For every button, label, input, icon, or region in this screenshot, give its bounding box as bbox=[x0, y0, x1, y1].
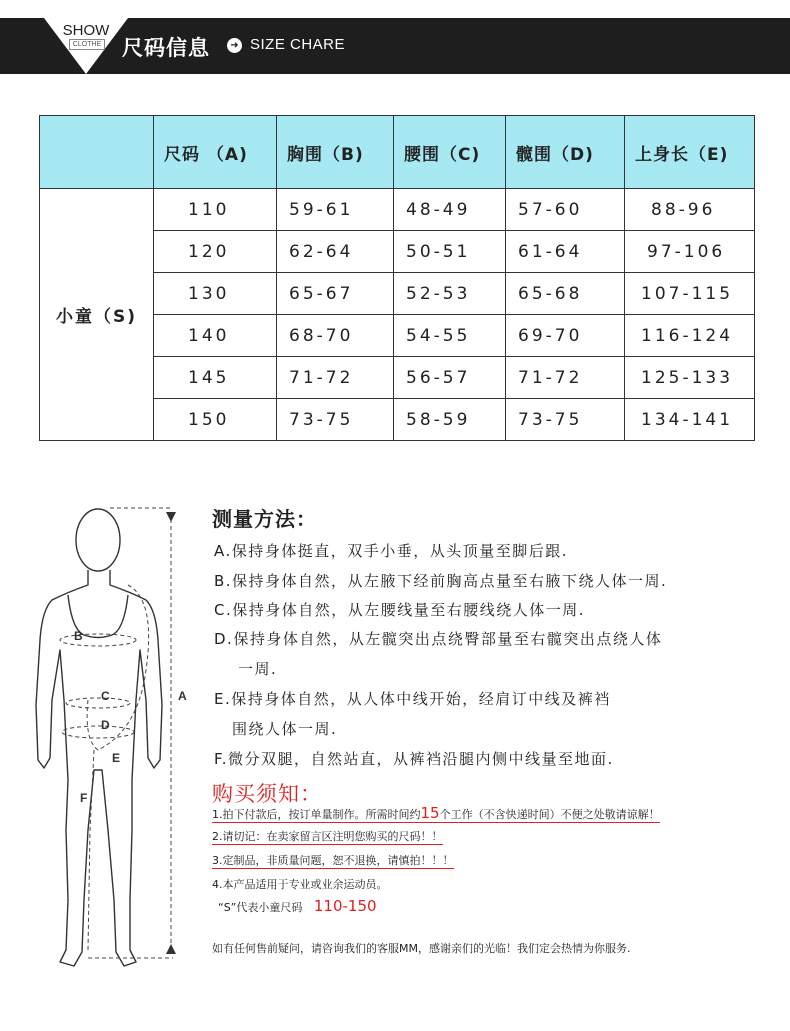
table-cell: 61-64 bbox=[506, 231, 625, 273]
section-title: 尺码信息 bbox=[122, 36, 210, 60]
table-cell: 59-61 bbox=[277, 189, 394, 231]
label-d: D bbox=[101, 718, 110, 732]
method-line-e-cont: 围绕人体一周. bbox=[232, 720, 338, 738]
table-cell: 145 bbox=[154, 357, 277, 399]
table-cell: 71-72 bbox=[506, 357, 625, 399]
method-line-e: E.保持身体自然，从人体中线开始，经肩订中线及裤裆 bbox=[214, 690, 611, 708]
table-cell: 107-115 bbox=[625, 273, 755, 315]
notice-2-text: 2.请切记：在卖家留言区注明您购买的尺码！！ bbox=[212, 830, 443, 843]
table-cell: 57-60 bbox=[506, 189, 625, 231]
section-subtitle: SIZE CHARE bbox=[250, 36, 346, 53]
table-cell: 110 bbox=[154, 189, 277, 231]
notice-3-text: 3.定制品，非质量问题，恕不退换，请慎拍！！！ bbox=[212, 854, 454, 867]
table-header-cell: 髋围（D) bbox=[506, 116, 625, 189]
table-cell: 97-106 bbox=[625, 231, 755, 273]
notice-1-text-b: 个工作（不含快递时间）不便之处敬请谅解！ bbox=[439, 808, 660, 821]
table-cell: 88-96 bbox=[625, 189, 755, 231]
method-line-b: B.保持身体自然，从左腋下经前胸高点量至右腋下绕人体一周. bbox=[214, 572, 668, 590]
body-measurement-figure bbox=[28, 500, 208, 990]
table-header-row bbox=[40, 116, 755, 189]
table-cell: 56-57 bbox=[394, 357, 506, 399]
label-e: E bbox=[112, 751, 121, 765]
table-cell: 48-49 bbox=[394, 189, 506, 231]
circle-arrow-right-icon: ➜ bbox=[227, 38, 242, 53]
table-row bbox=[40, 189, 755, 231]
notice-1-number: 15 bbox=[420, 804, 440, 822]
method-line-d-cont: 一周. bbox=[238, 660, 278, 678]
method-line-d: D.保持身体自然，从左髋突出点绕臀部量至右髋突出点绕人体 bbox=[214, 630, 663, 648]
height-arrow-top-icon bbox=[166, 512, 176, 522]
table-header-cell: 腰围（C) bbox=[394, 116, 506, 189]
size-group-label: 小童（S) bbox=[40, 189, 154, 441]
table-cell: 62-64 bbox=[277, 231, 394, 273]
table-cell: 69-70 bbox=[506, 315, 625, 357]
hip-measure-line bbox=[62, 726, 134, 738]
notice-item-2 bbox=[212, 828, 443, 844]
table-cell: 140 bbox=[154, 315, 277, 357]
table-header-cell: 尺码 （A) bbox=[154, 116, 277, 189]
table-cell: 134-141 bbox=[625, 399, 755, 441]
label-f: F bbox=[80, 791, 88, 805]
table-header-empty bbox=[40, 116, 154, 189]
logo-clothe-text: CLOTHE bbox=[69, 39, 105, 50]
label-a: A bbox=[178, 689, 187, 703]
table-header-cell: 胸围（B) bbox=[277, 116, 394, 189]
method-title: 测量方法： bbox=[212, 507, 317, 531]
table-cell: 50-51 bbox=[394, 231, 506, 273]
figure-outline bbox=[36, 570, 162, 966]
logo-show-text: SHOW bbox=[62, 22, 110, 39]
waist-measure-line bbox=[66, 698, 130, 708]
table-cell: 116-124 bbox=[625, 315, 755, 357]
notice-item-4: 4.本产品适用于专业或业余运动员。 bbox=[212, 878, 388, 891]
method-line-a: A.保持身体挺直，双手小垂，从头顶量至脚后跟. bbox=[214, 542, 569, 560]
table-cell: 73-75 bbox=[277, 399, 394, 441]
table-cell: 130 bbox=[154, 273, 277, 315]
body-length-measure-line bbox=[87, 585, 149, 750]
notice-item-3 bbox=[212, 852, 454, 868]
figure-head bbox=[76, 509, 120, 571]
table-cell: 54-55 bbox=[394, 315, 506, 357]
label-c: C bbox=[101, 689, 110, 703]
table-cell: 58-59 bbox=[394, 399, 506, 441]
notice-5-range: 110-150 bbox=[313, 897, 377, 915]
label-b: B bbox=[74, 629, 83, 643]
notice-title: 购买须知： bbox=[212, 782, 322, 806]
table-cell: 71-72 bbox=[277, 357, 394, 399]
table-cell: 52-53 bbox=[394, 273, 506, 315]
header-bar bbox=[0, 18, 790, 74]
table-cell: 150 bbox=[154, 399, 277, 441]
method-line-c: C.保持身体自然，从左腰线量至右腰线绕人体一周. bbox=[214, 601, 586, 619]
notice-item-5 bbox=[218, 897, 377, 915]
table-cell: 65-67 bbox=[277, 273, 394, 315]
table-cell: 125-133 bbox=[625, 357, 755, 399]
height-arrow-bottom-icon bbox=[166, 944, 176, 954]
notice-item-1 bbox=[212, 804, 660, 822]
size-table bbox=[39, 115, 755, 441]
table-cell: 73-75 bbox=[506, 399, 625, 441]
notice-1-text-a: 1.拍下付款后，按订单量制作。所需时间约 bbox=[212, 808, 421, 821]
footer-text: 如有任何售前疑问，请咨询我们的客服MM，感谢亲们的光临！我们定会热情为你服务. bbox=[212, 942, 631, 955]
table-cell: 120 bbox=[154, 231, 277, 273]
chest-measure-line bbox=[60, 634, 136, 646]
table-cell: 68-70 bbox=[277, 315, 394, 357]
notice-5-text: “S”代表小童尺码 bbox=[218, 901, 303, 914]
method-line-f: F.微分双腿，自然站直，从裤裆沿腿内侧中线量至地面. bbox=[214, 750, 614, 768]
table-header-cell: 上身长（E) bbox=[625, 116, 755, 189]
table-cell: 65-68 bbox=[506, 273, 625, 315]
